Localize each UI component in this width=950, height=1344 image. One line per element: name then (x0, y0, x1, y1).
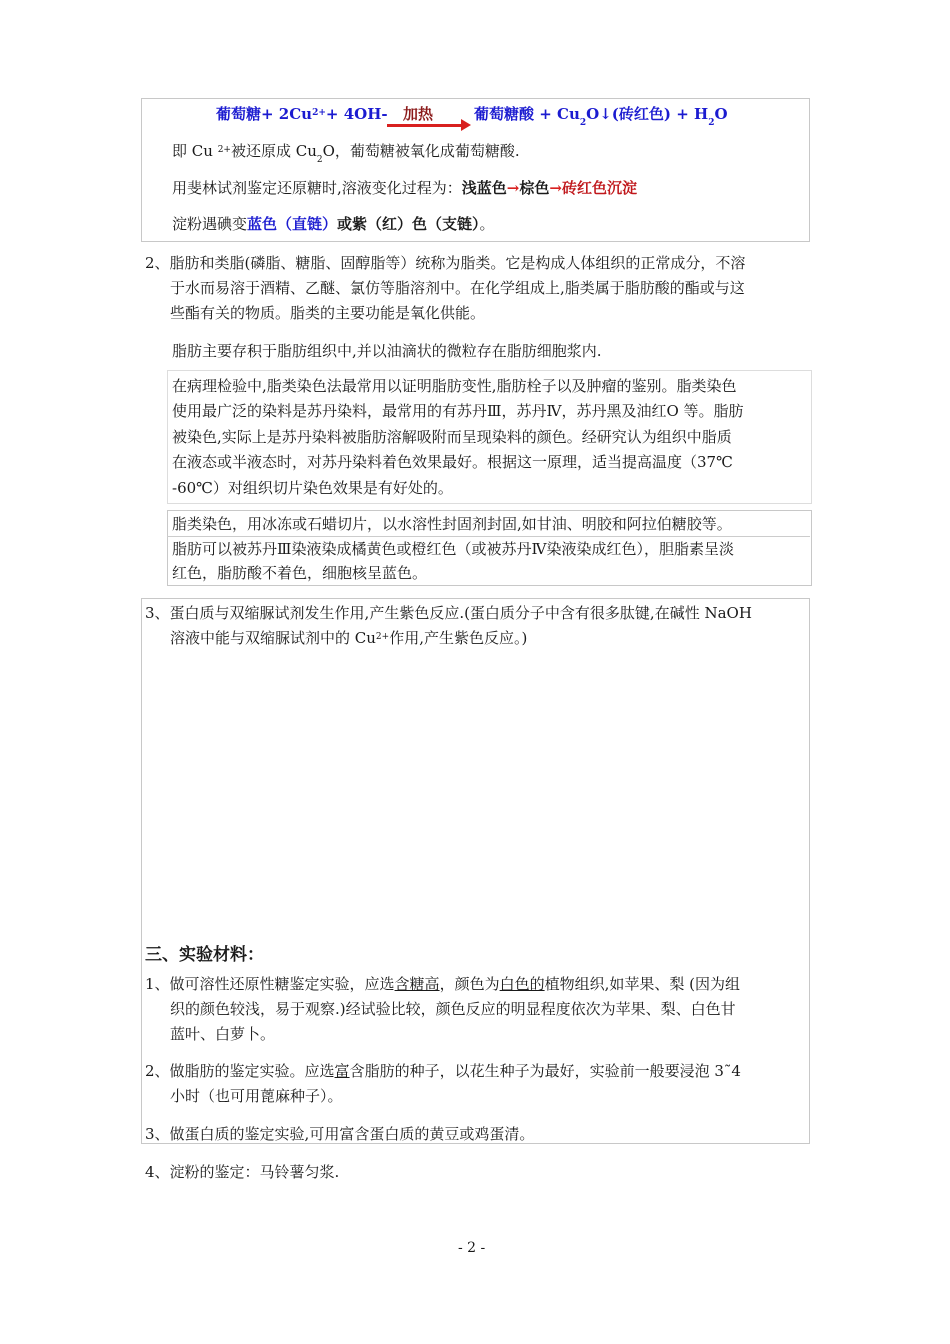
t: 2+ (217, 145, 231, 155)
t: 富 (334, 1062, 350, 1080)
eq-precipitate-arrow: ↓ (599, 105, 612, 123)
t: O，葡萄糖被氧化成葡萄糖酸. (322, 142, 520, 160)
t: 2+ (375, 632, 390, 642)
fehling-equation (216, 104, 388, 127)
material-1-l3: 蓝叶、白萝卜。 (170, 1025, 276, 1043)
t: 植物组织,如苹果、梨 (因为组 (544, 975, 740, 993)
eq-o2: O (714, 105, 728, 123)
blue-straight-chain: 蓝色（直链） (247, 215, 338, 233)
protein-l1: 3、蛋白质与双缩脲试剂发生作用,产生紫色反应.(蛋白质分子中含有很多肽键,在碱性 NaOH (145, 604, 752, 622)
material-2 (145, 1061, 741, 1081)
section-heading: 三、实验材料： (145, 945, 264, 965)
t: 作用,产生紫色反应。) (389, 629, 528, 647)
lipid-p3: 些酯有关的物质。脂类的主要功能是氧化供能。 (170, 304, 486, 322)
stain-b2: 使用最广泛的染料是苏丹染料，最常用的有苏丹Ⅲ，苏丹Ⅳ，苏丹黑及油红O 等。脂肪 (172, 402, 744, 420)
fehling-color-line (172, 178, 637, 198)
t: 2、做脂肪的鉴定实验。应选 (145, 1062, 335, 1080)
stain-b3: 被染色,实际上是苏丹染料被脂肪溶解吸附而呈现染料的颜色。经研究认为组织中脂质 (172, 428, 732, 446)
stain-b4: 在液态或半液态时，对苏丹染料着色效果最好。根据这一原理，适当提高温度（37℃ (172, 453, 733, 471)
eq-glucose: 葡萄糖 (216, 105, 262, 123)
eq-o: O (586, 105, 600, 123)
eq-condition: 加热 (403, 105, 434, 123)
lipid-p4: 脂肪主要存积于脂肪组织中,并以油滴状的微粒存在脂肪细胞浆内. (172, 342, 602, 360)
stain-c1: 脂类染色，用冰冻或石蜡切片，以水溶性封固剂封固,如甘油、明胶和阿拉伯糖胶等。 (172, 515, 732, 533)
eq-oh: + 4OH- (325, 105, 388, 123)
stain-b5: -60℃）对组织切片染色效果是有好处的。 (172, 479, 453, 497)
t: 淀粉遇碘变 (172, 215, 248, 233)
arrow-1: → (506, 179, 520, 197)
arrow-2: → (549, 179, 562, 197)
eq-cu-charge: 2+ (312, 108, 326, 118)
t: 2 (316, 155, 323, 165)
material-4: 4、淀粉的鉴定：马铃薯匀浆. (145, 1163, 340, 1181)
purple-branch: 或紫（红）色（支链） (337, 215, 480, 233)
t: 溶液中能与双缩脲试剂中的 Cu (170, 629, 376, 647)
t: 即 Cu (172, 142, 213, 160)
t: 被还原成 Cu (230, 142, 317, 160)
page-number: - 2 - (458, 1240, 486, 1256)
reaction-arrow (387, 124, 463, 127)
t: 1、做可溶性还原性糖鉴定实验，应选 (145, 975, 395, 993)
light-blue: 浅蓝色 (461, 179, 507, 197)
brick-red-precipitate: 砖红色沉淀 (561, 179, 637, 197)
material-1 (145, 974, 740, 994)
eq-lhs: + 2Cu (261, 105, 313, 123)
stain-c2: 脂肪可以被苏丹Ⅲ染液染成橘黄色或橙红色（或被苏丹Ⅳ染液染成红色），胆脂素呈淡 (172, 540, 734, 558)
eq-gluconic-acid: 葡萄糖酸 (474, 105, 535, 123)
protein-l2 (170, 628, 527, 651)
starch-iodine-line (172, 214, 495, 234)
material-2-l2: 小时（也可用蓖麻种子）。 (170, 1087, 343, 1105)
stain-b1: 在病理检验中,脂类染色法最常用以证明脂肪变性,脂肪栓子以及肿瘤的鉴别。脂类染色 (172, 377, 737, 395)
eq-sub: 2 (579, 118, 587, 128)
reaction-arrowhead (461, 119, 471, 131)
eq-cu2o: + Cu (534, 105, 580, 123)
eq-h2o-sub: 2 (708, 118, 715, 128)
t: ，颜色为 (439, 975, 500, 993)
stain-c3: 红色，脂肪酸不着色，细胞核呈蓝色。 (172, 564, 428, 582)
eq-rhs (474, 104, 728, 127)
t: 含脂肪的种子，以花生种子为最好，实验前一般要浸泡 3˜4 (349, 1062, 741, 1080)
t: 含糖高 (394, 975, 440, 993)
divider (167, 536, 810, 537)
lipid-p1: 2、脂肪和类脂(磷脂、糖脂、固醇脂等）统称为脂类。它是构成人体组织的正常成分，不溶 (145, 254, 746, 272)
t: 白色的 (499, 975, 545, 993)
eq-brick-red: (砖红色) + H (611, 105, 709, 123)
brown: 棕色 (519, 179, 550, 197)
t: 用斐林试剂鉴定还原糖时,溶液变化过程为： (172, 179, 462, 197)
material-1-l2: 织的颜色较浅，易于观察.)经试验比较，颜色反应的明显程度依次为苹果、梨、白色甘 (170, 1000, 736, 1018)
lipid-p2: 于水而易溶于酒精、乙醚、氯仿等脂溶剂中。在化学组成上,脂类属于脂肪酸的酯或与这 (170, 279, 745, 297)
t: 。 (479, 215, 495, 233)
material-3: 3、做蛋白质的鉴定实验,可用富含蛋白质的黄豆或鸡蛋清。 (145, 1125, 535, 1143)
cu-reduction-line (172, 141, 520, 164)
